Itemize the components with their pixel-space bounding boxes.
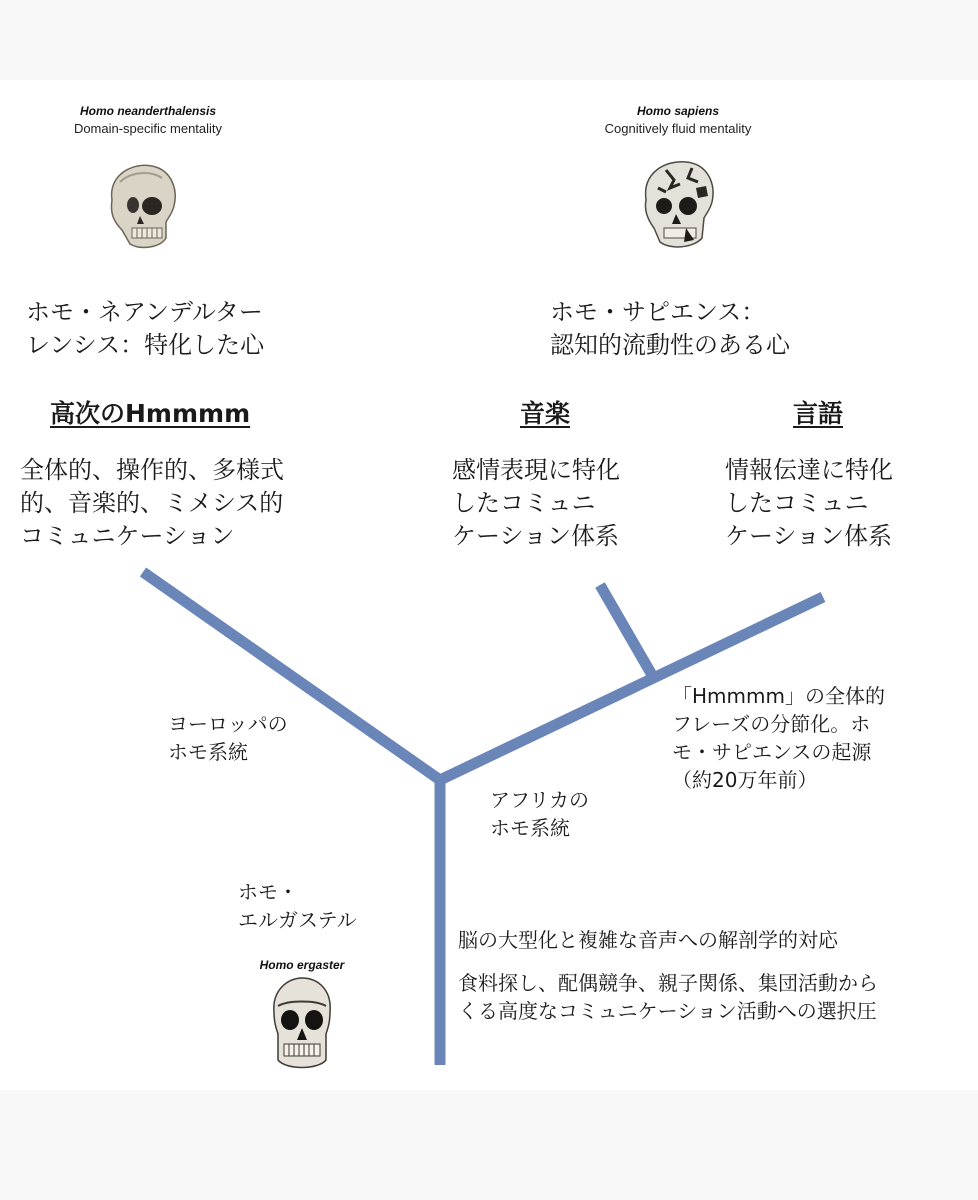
- music-description: 感情表現に特化 したコミュニ ケーション体系: [452, 456, 620, 550]
- segmentation-label: 「Hmmmm」の全体的 フレーズの分節化。ホ モ・サピエンスの起源 （約20万年前）: [672, 684, 885, 792]
- ergaster-latin-name: Homo ergaster: [259, 958, 345, 972]
- hmmmm-description: 全体的、操作的、多様式 的、音楽的、ミメシス的 コミュニケーション: [20, 456, 284, 550]
- ergaster-skull-icon: [268, 976, 336, 1074]
- language-description: 情報伝達に特化 したコミュニ ケーション体系: [725, 456, 893, 550]
- selection-pressure-label: 食料探し、配偶競争、親子関係、集団活動から くる高度なコミュニケーション活動への選択圧: [458, 971, 878, 1023]
- ergaster-jp-name: ホモ・ エルガステル: [238, 880, 357, 932]
- music-branch-line: [600, 585, 652, 675]
- sapiens-mentality: Cognitively fluid mentality: [604, 121, 752, 136]
- sapiens-latin-name: Homo sapiens: [636, 104, 720, 118]
- music-heading: 音楽: [520, 399, 571, 428]
- neanderthal-mentality: Domain-specific mentality: [73, 121, 223, 136]
- sapiens-skull-icon: [636, 158, 720, 252]
- language-heading: 言語: [793, 399, 844, 428]
- diagram-canvas: [0, 80, 978, 1090]
- anatomy-label: 脳の大型化と複雑な音声への解剖学的対応: [458, 928, 838, 952]
- neanderthal-skull-icon: [100, 160, 180, 252]
- neanderthal-latin-name: Homo neanderthalensis: [79, 104, 217, 118]
- european-lineage-label: ヨーロッパの ホモ系統: [168, 712, 288, 764]
- african-lineage-label: アフリカの ホモ系統: [490, 788, 589, 840]
- hmmmm-heading: 高次のHmmmm: [50, 399, 251, 428]
- sapiens-jp-title: ホモ・サピエンス： 認知的流動性のある心: [550, 298, 790, 359]
- neanderthal-jp-title: ホモ・ネアンデルター レンシス：特化した心: [26, 298, 265, 359]
